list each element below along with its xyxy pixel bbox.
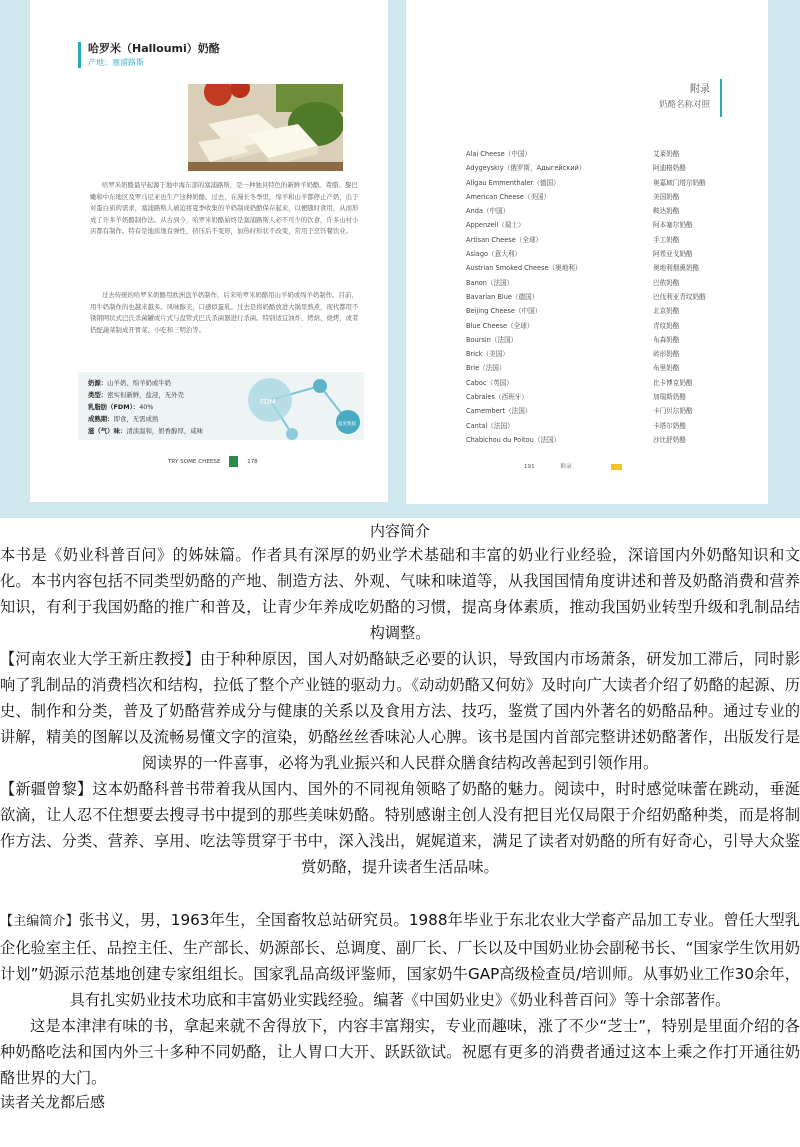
cheese-list-row xyxy=(466,262,756,276)
cheese-english-name: Appenzell（瑞士） xyxy=(466,221,525,230)
fdm-graphic-label: FDM xyxy=(260,398,276,406)
cheese-english-name: Brick（美国） xyxy=(466,350,509,359)
right-footer-label: 附录 xyxy=(560,464,572,470)
cheese-chinese-name: 加瑞斯奶酪 xyxy=(653,393,686,402)
cheese-list-row xyxy=(466,377,756,391)
info-maturation: 成熟期：即食，无需成熟 xyxy=(88,415,159,423)
appendix-title: 附录 xyxy=(690,84,710,95)
cheese-origin: 产地：塞浦路斯 xyxy=(88,58,144,67)
cheese-chinese-name: 青纹奶酪 xyxy=(653,321,680,330)
left-page xyxy=(30,0,388,502)
cheese-english-name: Beijing Cheese（中国） xyxy=(466,307,542,316)
cheese-english-name: Blue Cheese（全球） xyxy=(466,321,534,330)
cheese-chinese-name: 卡塔尔奶酪 xyxy=(653,421,686,430)
cheese-list-row xyxy=(466,148,756,162)
cheese-list-row xyxy=(466,205,756,219)
cheese-list-row xyxy=(466,348,756,362)
cheese-list-row xyxy=(466,320,756,334)
cheese-english-name: Asiago（意大利） xyxy=(466,250,522,259)
description-text-area xyxy=(0,520,800,1113)
cheese-title: 哈罗米（Halloumi）奶酪 xyxy=(88,42,220,55)
cheese-english-name: Cantal（法国） xyxy=(466,421,514,430)
cheese-chinese-name: 沙比舒奶酪 xyxy=(653,435,686,444)
cheese-english-name: Chabichou du Poitou（法国） xyxy=(466,435,561,444)
info-flavor: 滋（气）味：清淡温和，奶香醇厚，咸味 xyxy=(88,427,204,435)
cheese-list-row xyxy=(466,291,756,305)
cheese-chinese-name: 阿迪格奶酪 xyxy=(653,164,686,173)
cheese-info-box xyxy=(78,372,364,440)
cheese-paragraph-2: 过去传统的哈罗米奶酪用欧洲盘羊奶制作，后来哈罗米奶酪用山羊奶或绵羊奶制作。目前，用牛奶制作的也越来越多。风味醇美，口感似蛋乳。过去是将奶酪放进大锅里熬煮，现代都用不锈钢网状式巴氏杀菌罐或片式与盘管式巴氏杀菌器进行杀菌。特别适宜油炸、烤焙、烧烤，或者搭配蔬菜制成开胃菜、小吃和三明治等。 xyxy=(90,291,359,334)
cheese-english-name: American Cheese（美国） xyxy=(466,192,551,201)
cheese-chinese-name: 艾莱奶酪 xyxy=(653,150,680,158)
cheese-chinese-name: 奥嘉域门塔尔奶酪 xyxy=(653,178,706,187)
cheese-list-row xyxy=(466,177,756,191)
appendix-heading xyxy=(638,76,722,120)
cheese-list-row xyxy=(466,362,756,376)
cheese-english-name: Caboc（英国） xyxy=(466,378,513,387)
cheese-list-row xyxy=(466,234,756,248)
fdm-diagram-graphic xyxy=(220,372,364,440)
cheese-list-row xyxy=(466,191,756,205)
cheese-chinese-name: 巴伐利亚青纹奶酪 xyxy=(653,292,706,301)
right-page-number: 191 xyxy=(524,464,535,470)
info-type: 类型：密实但新鲜，盐浸，无外壳 xyxy=(88,391,184,399)
cheese-list-row xyxy=(466,405,756,419)
cheese-paragraph-1: 哈罗米奶酪最早起源于地中海东部的塞浦路斯，是一种独具特色的新鲜羊奶酪。希腊、黎巴嫩和中东地区及罗马尼亚也生产这种奶酪。过去，在漫长冬季里，绵羊和山羊都停止产奶，出于对蛋白质的需求，塞浦路斯人被迫将夏季收集的羊奶制成奶酪保存起来，以便随时食用，从而形成了许多羊奶酪制作法。从古到今，哈罗米奶酪始终是塞浦路斯人必不可少的饮食，许多山村小店都有制作。特有是地质地有弹性，挤压后不变形，加热时形状不改变，常用于烹饪餐饮业。 xyxy=(90,181,359,236)
cheese-photo xyxy=(188,84,343,171)
cheese-english-name: Adygeyskiy（俄罗斯，Адыгейский） xyxy=(466,164,586,173)
footer-marker xyxy=(611,464,622,470)
cheese-chinese-name: 奥地利烟熏奶酪 xyxy=(653,264,700,273)
cheese-chinese-name: 布里奶酪 xyxy=(653,364,680,373)
temperature-graphic-label: 温度数据 xyxy=(338,422,356,427)
right-page xyxy=(406,0,768,504)
author-label: 【主编简介】 xyxy=(0,914,79,929)
author-bio-text: 张书义，男，1963年生，全国畜牧总站研究员。1988年毕业于东北农业大学畜产品加工专业。曾任大型乳企化验室主任、品控主任、生产部长、奶源部长、总调度、副厂长、厂长以及中国奶业协会副秘书长、“国家学生饮用奶计划”奶源示范基地创建专家组组长。国家乳品高级评鉴师，国家奶牛GAP高级检查员/培训师。从事奶业工作30余年，具有扎实奶业技术功底和丰富奶业实践经验。编著《中国奶业史》《奶业科普百问》等十余部著作。 xyxy=(0,911,800,1009)
closing-paragraph: 这是本津津有味的书，拿起来就不舍得放下，内容丰富翔实，专业而趣味，涨了不少“芝士”，特别是里面介绍的各种奶酪吃法和国内外三十多种不同奶酪，让人胃口大开、跃跃欲试。祝愿有更多的消费者通过这本上乘之作打开通往奶酪世界的大门。 xyxy=(0,1017,800,1087)
cheese-english-name: Austrian Smoked Cheese（奥地利） xyxy=(466,264,582,273)
signoff-text: 读者关龙都后感 xyxy=(0,1093,106,1111)
cheese-chinese-name: 阿本塞尔奶酪 xyxy=(653,221,693,230)
cheese-list-row xyxy=(466,219,756,233)
cheese-english-name: Camembert（法国） xyxy=(466,407,532,416)
section-title: 内容简介 xyxy=(369,522,430,540)
cheese-list-row xyxy=(466,248,756,262)
footer-book-name: TRY SOME CHEESE xyxy=(168,459,221,465)
cheese-list-row xyxy=(466,434,756,448)
cheese-english-name: Banon（法国） xyxy=(466,278,514,287)
cheese-chinese-name: 比卡博克奶酪 xyxy=(653,378,693,387)
cheese-english-name: Bavarian Blue（德国） xyxy=(466,292,539,301)
review-paragraph-1: 【河南农业大学王新庄教授】由于种种原因，国人对奶酪缺乏必要的认识，导致国内市场萧条，研发加工滞后，同时影响了乳制品的消费档次和结构，拉低了整个产业链的驱动力。《动动奶酪又何妨》及时向广大读者介绍了奶酪的起源、历史、制作和分类，普及了奶酪营养成分与健康的关系以及食用方法、技巧，鉴赏了国内外著名的奶酪品种。通过专业的讲解，精美的图解以及流畅易懂文字的渲染，奶酪丝丝香味沁人心脾。该书是国内首部完整讲述奶酪著作，出版发行是阅读界的一件喜事，必将为乳业振兴和人民群众膳食结构改善起到引领作用。 xyxy=(0,650,800,772)
right-page-footer xyxy=(524,462,622,470)
cheese-english-name: Allgau Emmenthaler（德国） xyxy=(466,178,560,187)
author-bio xyxy=(0,907,800,1013)
cheese-list-row xyxy=(466,391,756,405)
info-fdm: 乳脂肪（FDM）：40% xyxy=(88,403,154,411)
title-accent-bar xyxy=(78,42,81,68)
cheese-chinese-name: 阿希亚戈奶酪 xyxy=(653,250,693,259)
intro-paragraph: 本书是《奶业科普百问》的姊妹篇。作者具有深厚的奶业学术基础和丰富的奶业行业经验，深谙国内外奶酪知识和文化。本书内容包括不同类型奶酪的产地、制造方法、外观、气味和味道等，从我国国情角度讲述和普及奶酪消费和营养知识，有利于我国奶酪的推广和普及，让青少年养成吃奶酪的习惯，提高身体素质，推动我国奶业转型升级和乳制品结构调整。 xyxy=(0,546,800,642)
cheese-english-name: Boursin（法国） xyxy=(466,335,518,344)
cheese-english-name: Brie（法国） xyxy=(466,364,506,373)
left-page-number: 178 xyxy=(247,459,258,465)
appendix-accent-bar xyxy=(720,79,723,117)
cheese-chinese-name: 手工奶酪 xyxy=(653,235,680,244)
cheese-list-row xyxy=(466,277,756,291)
cheese-chinese-name: 砖形奶酪 xyxy=(653,350,680,359)
cheese-chinese-name: 布森奶酪 xyxy=(653,335,680,344)
cheese-list-row xyxy=(466,334,756,348)
cheese-chinese-name: 鞍达奶酪 xyxy=(653,207,680,216)
review-paragraph-2: 【新疆曾黎】这本奶酪科普书带着我从国内、国外的不同视角领略了奶酪的魅力。阅读中，时时感觉味蕾在跳动，垂涎欲滴，让人忍不住想要去搜寻书中提到的那些美味奶酪。特别感谢主创人没有把目光仅局限于介绍奶酪种类，而是将制作方法、分类、营养、享用、吃法等贯穿于书中，深入浅出，娓娓道来，满足了读者对奶酪的所有好奇心，引导大众鉴赏奶酪，提升读者生活品味。 xyxy=(0,780,800,876)
cheese-chinese-name: 北京奶酪 xyxy=(653,307,680,316)
cheese-chinese-name: 巴侬奶酪 xyxy=(653,278,680,287)
appendix-subtitle: 奶酪名称对照 xyxy=(658,100,710,110)
info-milk-source: 奶源：山羊奶、绵羊奶或牛奶 xyxy=(88,379,172,387)
cheese-chinese-name: 美国奶酪 xyxy=(653,192,680,201)
cheese-english-name: Cabrales（西班牙） xyxy=(466,393,528,402)
left-page-footer xyxy=(168,456,258,467)
cheese-list-row xyxy=(466,305,756,319)
book-logo-icon xyxy=(229,456,238,467)
cheese-chinese-name: 卡门贝尔奶酪 xyxy=(653,407,693,416)
cheese-list-row xyxy=(466,162,756,176)
book-spread-image xyxy=(0,0,800,518)
cheese-english-name: Artisan Cheese（全球） xyxy=(466,235,543,244)
cheese-english-name: Alai Cheese（中国） xyxy=(466,150,532,158)
cheese-english-name: Anda（中国） xyxy=(466,207,510,216)
cheese-name-list xyxy=(466,148,756,448)
spacer xyxy=(0,880,800,907)
cheese-list-row xyxy=(466,420,756,434)
